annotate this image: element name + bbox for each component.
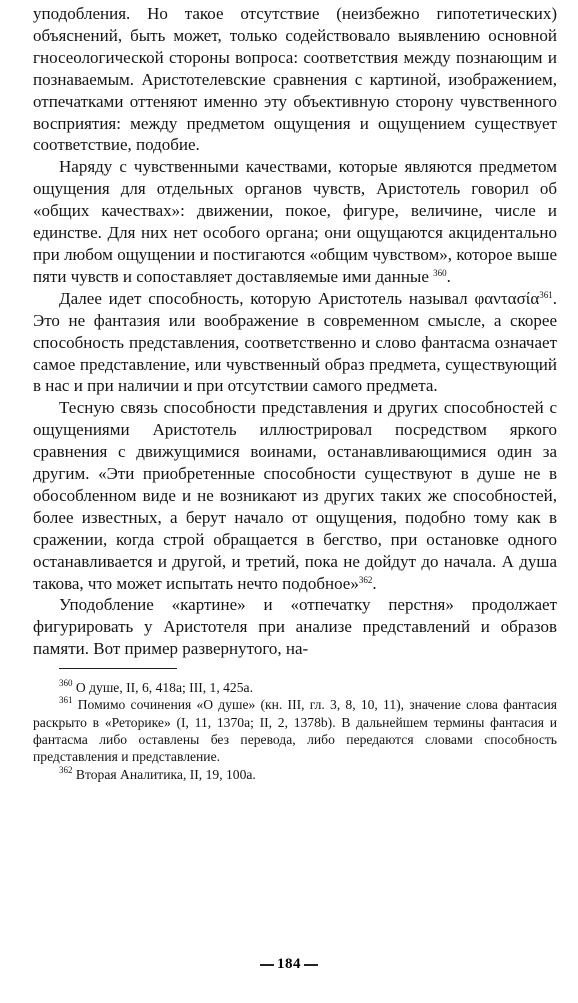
footnote-361 bbox=[33, 696, 557, 765]
footnote-ref-361: 361 bbox=[539, 289, 553, 300]
footnote-ref-360: 360 bbox=[433, 267, 447, 278]
paragraph-5: Уподобление «картине» и «отпечатку перстня» продолжает фигурировать у Аристотеля при анализе представлений и образов памяти. Вот пример развернутого, на- bbox=[33, 595, 557, 659]
footnote-ref-362: 362 bbox=[358, 574, 373, 585]
page-number-dash-left bbox=[260, 964, 274, 966]
footnote-text: Вторая Аналитика, II, 19, 100a. bbox=[72, 766, 256, 782]
page-number-dash-right bbox=[304, 964, 318, 966]
footnote-number: 362 bbox=[59, 764, 73, 775]
paragraph-2-end: . bbox=[446, 266, 451, 286]
paragraph-3 bbox=[33, 288, 557, 398]
paragraph-3-text-a: Далее идет способность, которую Аристотель называл φαντασία bbox=[59, 288, 540, 308]
footnote-362 bbox=[33, 766, 557, 783]
paragraph-1: уподобления. Но такое отсутствие (неизбежно гипотетических) объяснений, быть может, только содействовало выявлению основной гносеологической стороны вопроса: соответствия между познающим и познаваемым. Аристотелевские сравнения с картиной, изображением, отпечатками оттеняют именно эту объективную сторону чувственного восприятия: между предметом ощущения и ощущением существует соответствие, подобие. bbox=[33, 4, 557, 155]
page-body bbox=[33, 3, 557, 783]
footnote-number: 360 bbox=[59, 678, 73, 689]
footnote-number: 361 bbox=[59, 695, 73, 706]
page-number bbox=[0, 956, 578, 973]
paragraph-3-text-b: . Это не фантазия или воображение в современном смысле, а скорее способность представления, соответственно и слово фантасма означает самое представление, или чувственный образ предмета, существующий в нас и при наличии и при отсутствии самого предмета. bbox=[33, 288, 557, 396]
paragraph-2-text: Наряду с чувственными качествами, которые являются предметом ощущения для отдельных органов чувств, Аристотель говорил об «общих качествах»: движении, покое, фигуре, величине, числе и единстве. Для них нет особого органа; они ощущаются акцидентально при любом ощущении и постигаются «общим чувством», которое выше пяти чувств и сопоставляет доставляемые ими данные bbox=[33, 157, 557, 286]
page-number-value: 184 bbox=[277, 956, 301, 972]
footnotes bbox=[33, 679, 557, 783]
paragraph-4-end: . bbox=[372, 573, 377, 593]
footnote-text: Помимо сочинения «О душе» (кн. III, гл. 3, 8, 10, 11), значение слова фантасия раскрыто в «Реторике» (I, 11, 1370a; II, 2, 1378b). В дальнейшем термины фантасия и фантасма либо оставлены без перевода, либо передаются словами способность представления и представление. bbox=[33, 697, 557, 765]
paragraph-4-text: Тесную связь способности представления и других способностей с ощущениями Аристотель иллюстрировал посредством яркого сравнения с движущимися воинами, останавливающимися один за другим. «Эти приобретенные способности существуют в душе не в обособленном виде и не возникают из других таких же способностей, более известных, а берут начало от ощущения, подобно тому как в сражении, когда строй обращается в бегство, при остановке одного останавливается и другой, и третий, пока не дойдут до начала. А душа такова, что может испытать нечто подобное» bbox=[33, 398, 557, 593]
footnote-text: О душе, II, 6, 418a; III, 1, 425a. bbox=[72, 680, 253, 696]
paragraph-4 bbox=[33, 397, 557, 594]
footnote-divider bbox=[59, 668, 177, 669]
paragraph-2 bbox=[33, 156, 557, 287]
footnote-360 bbox=[33, 679, 557, 696]
